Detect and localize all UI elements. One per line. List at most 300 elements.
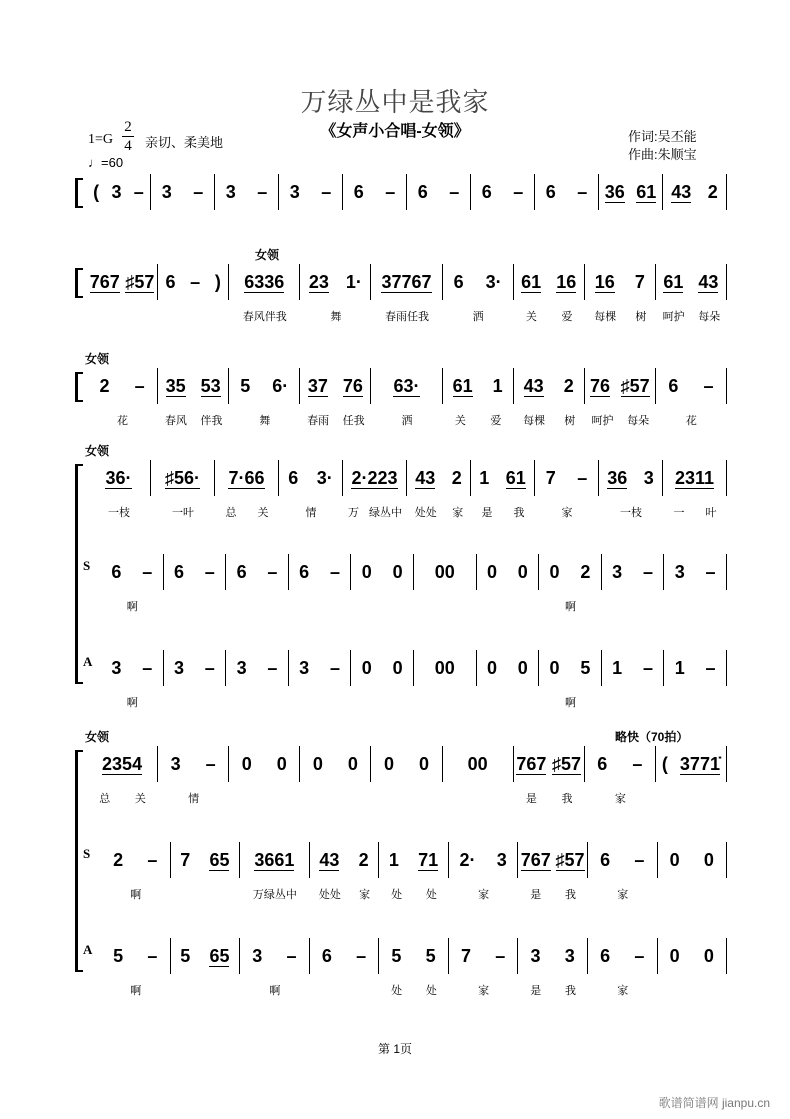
lyric: 万 绿丛中 bbox=[348, 507, 402, 519]
measure bbox=[215, 174, 279, 210]
note-group: 6 bbox=[597, 753, 608, 774]
measure bbox=[535, 460, 599, 496]
note-group: – bbox=[513, 181, 524, 202]
note-group: 65 bbox=[209, 945, 230, 966]
note-group: – bbox=[705, 561, 716, 582]
note-group: – bbox=[147, 849, 158, 870]
lyric: 家 bbox=[561, 507, 573, 519]
measure bbox=[471, 174, 535, 210]
lyric bbox=[414, 694, 477, 710]
score-system bbox=[75, 248, 727, 323]
note-group: 3771̇ bbox=[679, 753, 720, 774]
note-group: 36 bbox=[604, 181, 625, 202]
note-group: 6 bbox=[321, 945, 332, 966]
note-group: 0 bbox=[549, 561, 560, 582]
tempo-marking: ♩=60 bbox=[88, 155, 124, 170]
measure bbox=[471, 460, 535, 496]
note-group: ♯57 bbox=[551, 753, 581, 774]
note-group: 6 bbox=[600, 849, 611, 870]
lyric: 啊 bbox=[126, 697, 138, 709]
lyric: 每棵 树 bbox=[523, 415, 576, 427]
lyric: 春雨 任我 bbox=[307, 415, 365, 427]
note-group: – bbox=[204, 561, 215, 582]
note-group: 61 bbox=[505, 467, 526, 488]
credits bbox=[628, 128, 697, 164]
measure bbox=[443, 746, 514, 782]
lyric bbox=[87, 308, 158, 324]
measure bbox=[407, 174, 471, 210]
note-group: – bbox=[267, 657, 278, 678]
soprano-label: S bbox=[83, 558, 91, 573]
measure bbox=[585, 368, 656, 404]
note-group: 0 bbox=[392, 657, 403, 678]
lyrics-line bbox=[87, 308, 727, 324]
lyrics-line bbox=[87, 504, 727, 520]
lyric bbox=[171, 982, 241, 998]
measure bbox=[664, 650, 727, 686]
measure bbox=[585, 746, 656, 782]
lyric bbox=[171, 886, 241, 902]
note-group: 43 bbox=[319, 849, 340, 870]
lyric: 家 bbox=[478, 985, 490, 997]
lyric: 洒 bbox=[472, 311, 484, 323]
note-group: 0 bbox=[276, 753, 287, 774]
note-group: – bbox=[577, 181, 588, 202]
note-group: 61 bbox=[663, 271, 684, 292]
lyric bbox=[443, 790, 514, 806]
note-group: 0 bbox=[419, 753, 430, 774]
note-group: – bbox=[142, 657, 153, 678]
lyric: 家 bbox=[614, 793, 626, 805]
note-group: – bbox=[257, 181, 268, 202]
note-group: 7·66 bbox=[228, 467, 265, 488]
note-group: 6 bbox=[111, 561, 122, 582]
lyric bbox=[658, 982, 728, 998]
note-group: 23 bbox=[308, 271, 329, 292]
note-group: 3 bbox=[643, 467, 654, 488]
song-title: 万绿丛中是我家 bbox=[300, 88, 490, 118]
lyric: 呵护 每朵 bbox=[662, 311, 721, 323]
measure bbox=[240, 842, 310, 878]
tempo-change: 略快（70拍） bbox=[615, 730, 689, 744]
lyric: 春风伴我 bbox=[242, 311, 287, 323]
note-group: 0 bbox=[703, 849, 714, 870]
lyric: 情 bbox=[305, 507, 317, 519]
note-group: 0 bbox=[669, 849, 680, 870]
note-group: – bbox=[705, 657, 716, 678]
note-group: 71 bbox=[418, 849, 439, 870]
measure bbox=[379, 938, 449, 974]
note-group: 6 bbox=[353, 181, 364, 202]
note-group: 2 bbox=[113, 849, 124, 870]
note-group: 63· bbox=[393, 375, 420, 396]
measure bbox=[443, 368, 514, 404]
note-group: 61 bbox=[452, 375, 473, 396]
note-group: ♯57 bbox=[620, 375, 650, 396]
note-group: 3 bbox=[496, 849, 507, 870]
note-group: 3 bbox=[111, 181, 122, 202]
note-group: 0 bbox=[549, 657, 560, 678]
lyric bbox=[300, 790, 371, 806]
note-group: 6· bbox=[272, 375, 289, 396]
measure bbox=[101, 842, 171, 878]
lyric bbox=[602, 694, 665, 710]
note-group: 1 bbox=[674, 657, 685, 678]
note-group: 2311 bbox=[674, 467, 715, 488]
measure bbox=[477, 650, 540, 686]
note-group: – bbox=[134, 375, 145, 396]
lyric: 是 我 bbox=[530, 985, 577, 997]
lead-label: 女领 bbox=[255, 248, 280, 262]
measure bbox=[664, 554, 727, 590]
lyric: 是 我 bbox=[530, 889, 577, 901]
measure bbox=[602, 554, 665, 590]
note-group: 6 bbox=[288, 467, 299, 488]
measure bbox=[87, 174, 151, 210]
lyric: 舞 bbox=[330, 311, 342, 323]
measure bbox=[101, 554, 164, 590]
lyric: 一枝 bbox=[108, 507, 130, 519]
lyric bbox=[477, 598, 540, 614]
note-group: – bbox=[642, 561, 653, 582]
lyric: 春雨任我 bbox=[384, 311, 429, 323]
note-group: 767 bbox=[89, 271, 120, 292]
note-group: 3· bbox=[485, 271, 502, 292]
note-group: 7 bbox=[180, 849, 191, 870]
measure bbox=[588, 938, 658, 974]
measure bbox=[588, 842, 658, 878]
note-group: 767 bbox=[516, 753, 547, 774]
time-bottom: 4 bbox=[124, 138, 132, 154]
watermark: 歌谱简谱网 jianpu.cn bbox=[658, 1096, 770, 1110]
lyric: 舞 bbox=[259, 415, 271, 427]
staff-part bbox=[87, 178, 727, 208]
soprano-label: S bbox=[83, 846, 91, 861]
lyric bbox=[664, 694, 727, 710]
lyric bbox=[229, 790, 300, 806]
note-group: 3 bbox=[530, 945, 541, 966]
note-group: 16 bbox=[556, 271, 577, 292]
note-group: – bbox=[632, 753, 643, 774]
system-bracket bbox=[75, 268, 78, 298]
measure bbox=[658, 938, 728, 974]
note-group: 7 bbox=[460, 945, 471, 966]
note-group: – bbox=[147, 945, 158, 966]
measure bbox=[371, 746, 442, 782]
measure bbox=[87, 264, 158, 300]
alto-label: A bbox=[83, 654, 93, 669]
note-group: 767 bbox=[520, 849, 551, 870]
measure bbox=[414, 650, 477, 686]
alto-label: A bbox=[83, 942, 93, 957]
note-group: 0 bbox=[517, 657, 528, 678]
measure bbox=[343, 174, 407, 210]
note-group: 2·223 bbox=[351, 467, 398, 488]
measure bbox=[171, 938, 241, 974]
measure bbox=[656, 264, 727, 300]
lyric bbox=[158, 308, 229, 324]
measure bbox=[407, 460, 471, 496]
lyric: 一叶 bbox=[172, 507, 194, 519]
lyric: 万绿丛中 bbox=[252, 889, 297, 901]
measure bbox=[518, 842, 588, 878]
lyricist: 作词:吴丕能 bbox=[628, 129, 697, 144]
lyrics-line bbox=[87, 412, 727, 428]
measure bbox=[289, 650, 352, 686]
note-group: 6 bbox=[299, 561, 310, 582]
lyric bbox=[164, 598, 227, 614]
note-group: ) bbox=[214, 271, 221, 292]
note-group: 5 bbox=[425, 945, 436, 966]
lyric: 是 我 bbox=[525, 793, 573, 805]
note-group: – bbox=[133, 181, 144, 202]
note-group: 3 bbox=[170, 753, 181, 774]
measure bbox=[599, 460, 663, 496]
lyric bbox=[310, 982, 380, 998]
measure bbox=[151, 174, 215, 210]
note-group: – bbox=[634, 945, 645, 966]
measure bbox=[158, 368, 229, 404]
note-group: – bbox=[449, 181, 460, 202]
score-system bbox=[75, 352, 727, 427]
lyric: 总 关 bbox=[225, 507, 269, 519]
note-group: 1 bbox=[612, 657, 623, 678]
note-group: 43 bbox=[523, 375, 544, 396]
lyric: 一 叶 bbox=[673, 507, 717, 519]
note-group: 6 bbox=[600, 945, 611, 966]
measure bbox=[101, 938, 171, 974]
score-system bbox=[75, 444, 727, 709]
note-group: 3 bbox=[612, 561, 623, 582]
measure bbox=[151, 460, 215, 496]
note-group: 35 bbox=[165, 375, 186, 396]
measure bbox=[229, 368, 300, 404]
note-group: 43 bbox=[671, 181, 692, 202]
lyric: 情 bbox=[188, 793, 200, 805]
lyric: 花 bbox=[685, 415, 697, 427]
lyric: 是 我 bbox=[481, 507, 525, 519]
note-group: 36 bbox=[607, 467, 628, 488]
system-bracket bbox=[75, 178, 78, 208]
measure bbox=[656, 746, 727, 782]
note-group: 61 bbox=[636, 181, 657, 202]
lyric bbox=[289, 598, 352, 614]
score-system bbox=[75, 178, 727, 208]
note-group: – bbox=[495, 945, 506, 966]
measure bbox=[477, 554, 540, 590]
note-group: 3661 bbox=[254, 849, 295, 870]
note-group: 6 bbox=[481, 181, 492, 202]
note-group: 2 bbox=[580, 561, 591, 582]
note-group: 0 bbox=[383, 753, 394, 774]
note-group: ♯56· bbox=[164, 467, 200, 488]
measure bbox=[300, 264, 371, 300]
measure bbox=[101, 650, 164, 686]
measure bbox=[663, 460, 727, 496]
lyric bbox=[664, 598, 727, 614]
note-group: 1 bbox=[492, 375, 503, 396]
lyric: 春风 伴我 bbox=[164, 415, 223, 427]
note-group: – bbox=[703, 375, 714, 396]
measure bbox=[87, 460, 151, 496]
lyric bbox=[226, 598, 289, 614]
note-group: – bbox=[329, 561, 340, 582]
lyric bbox=[226, 694, 289, 710]
score-system bbox=[75, 730, 727, 997]
measure bbox=[87, 746, 158, 782]
note-group: 3 bbox=[299, 657, 310, 678]
note-group: 3 bbox=[674, 561, 685, 582]
note-group: 3 bbox=[564, 945, 575, 966]
measure bbox=[226, 554, 289, 590]
measure bbox=[240, 938, 310, 974]
note-group: 6 bbox=[165, 271, 176, 292]
staff-part bbox=[101, 942, 727, 972]
note-group: 76 bbox=[342, 375, 363, 396]
note-group: 0 bbox=[361, 561, 372, 582]
note-group: 0 bbox=[361, 657, 372, 678]
note-group: 5 bbox=[113, 945, 124, 966]
note-group: 0 bbox=[517, 561, 528, 582]
note-group: 3 bbox=[225, 181, 236, 202]
note-group: 0 bbox=[486, 657, 497, 678]
note-group: 3 bbox=[111, 657, 122, 678]
note-group: – bbox=[321, 181, 332, 202]
note-group: 5 bbox=[180, 945, 191, 966]
lyric: 啊 bbox=[126, 601, 138, 613]
lyric: 啊 bbox=[269, 985, 281, 997]
measure bbox=[585, 264, 656, 300]
lyrics-line bbox=[87, 790, 727, 806]
note-group: 53 bbox=[200, 375, 221, 396]
page-number: 第 1页 bbox=[377, 1042, 412, 1056]
measure bbox=[279, 460, 343, 496]
measure bbox=[514, 368, 585, 404]
measure bbox=[226, 650, 289, 686]
note-group: 6 bbox=[545, 181, 556, 202]
lyric: 家 bbox=[617, 889, 629, 901]
measure bbox=[300, 368, 371, 404]
note-group: 1 bbox=[388, 849, 399, 870]
lyrics-line bbox=[101, 598, 727, 614]
note-group: – bbox=[205, 753, 216, 774]
note-group: 5 bbox=[391, 945, 402, 966]
lyric bbox=[656, 790, 727, 806]
lyric: 啊 bbox=[564, 601, 576, 613]
measure bbox=[310, 938, 380, 974]
measure bbox=[343, 460, 407, 496]
note-group: 0 bbox=[312, 753, 323, 774]
note-group: 6336 bbox=[244, 271, 285, 292]
lead-label: 女领 bbox=[85, 730, 110, 744]
note-group: – bbox=[577, 467, 588, 488]
note-group: 16 bbox=[594, 271, 615, 292]
note-group: 5 bbox=[580, 657, 591, 678]
measure bbox=[658, 842, 728, 878]
measure bbox=[279, 174, 343, 210]
measure bbox=[87, 368, 158, 404]
lyric: 啊 bbox=[130, 985, 142, 997]
lyric bbox=[658, 886, 728, 902]
note-group: 6 bbox=[453, 271, 464, 292]
note-group: – bbox=[286, 945, 297, 966]
note-group: 6 bbox=[668, 375, 679, 396]
note-group: – bbox=[204, 657, 215, 678]
lyric bbox=[371, 790, 442, 806]
measure bbox=[215, 460, 279, 496]
measure bbox=[300, 746, 371, 782]
lyric bbox=[289, 694, 352, 710]
note-group: – bbox=[193, 181, 204, 202]
measure bbox=[539, 650, 602, 686]
staff-part bbox=[101, 654, 727, 684]
measure bbox=[518, 938, 588, 974]
note-group: 00 bbox=[434, 561, 455, 582]
note-group: 2· bbox=[459, 849, 476, 870]
measure bbox=[379, 842, 449, 878]
measure bbox=[164, 554, 227, 590]
lyric: 处处 家 bbox=[318, 889, 371, 901]
note-group: 3· bbox=[316, 467, 333, 488]
note-group: 2354 bbox=[102, 753, 143, 774]
lyric bbox=[602, 598, 665, 614]
measure bbox=[443, 264, 514, 300]
note-group: 65 bbox=[209, 849, 230, 870]
note-group: 76 bbox=[590, 375, 611, 396]
note-group: – bbox=[356, 945, 367, 966]
key-signature: 1=G bbox=[88, 132, 114, 147]
note-group: 6 bbox=[236, 561, 247, 582]
note-group: 0 bbox=[703, 945, 714, 966]
lyric bbox=[164, 694, 227, 710]
note-group: – bbox=[142, 561, 153, 582]
lyric: 处处 家 bbox=[414, 507, 464, 519]
note-group: 2 bbox=[563, 375, 574, 396]
lead-label: 女领 bbox=[85, 444, 110, 458]
lyrics-line bbox=[101, 886, 727, 902]
measure bbox=[449, 938, 519, 974]
note-group: 00 bbox=[467, 753, 488, 774]
measure bbox=[514, 264, 585, 300]
note-group: 61 bbox=[521, 271, 542, 292]
note-group: – bbox=[267, 561, 278, 582]
lyric: 啊 bbox=[564, 697, 576, 709]
note-group: 43 bbox=[415, 467, 436, 488]
lyric: 一枝 bbox=[620, 507, 642, 519]
staff-part bbox=[87, 268, 727, 298]
lyric: 洒 bbox=[401, 415, 413, 427]
note-group: – bbox=[385, 181, 396, 202]
note-group: 3 bbox=[289, 181, 300, 202]
lyric bbox=[414, 598, 477, 614]
lyric bbox=[351, 598, 414, 614]
note-group: 37767 bbox=[381, 271, 432, 292]
measure bbox=[229, 746, 300, 782]
lyric: 呵护 每朵 bbox=[591, 415, 650, 427]
measure bbox=[602, 650, 665, 686]
staff-part bbox=[101, 846, 727, 876]
note-group: 3 bbox=[161, 181, 172, 202]
measure bbox=[656, 368, 727, 404]
note-group: 0 bbox=[669, 945, 680, 966]
lyric bbox=[477, 694, 540, 710]
expression-marking: 亲切、柔美地 bbox=[145, 135, 224, 150]
note-group: ♯57 bbox=[555, 849, 585, 870]
measure bbox=[158, 746, 229, 782]
lyric bbox=[351, 694, 414, 710]
time-signature bbox=[122, 118, 134, 155]
staff-part bbox=[87, 464, 727, 494]
